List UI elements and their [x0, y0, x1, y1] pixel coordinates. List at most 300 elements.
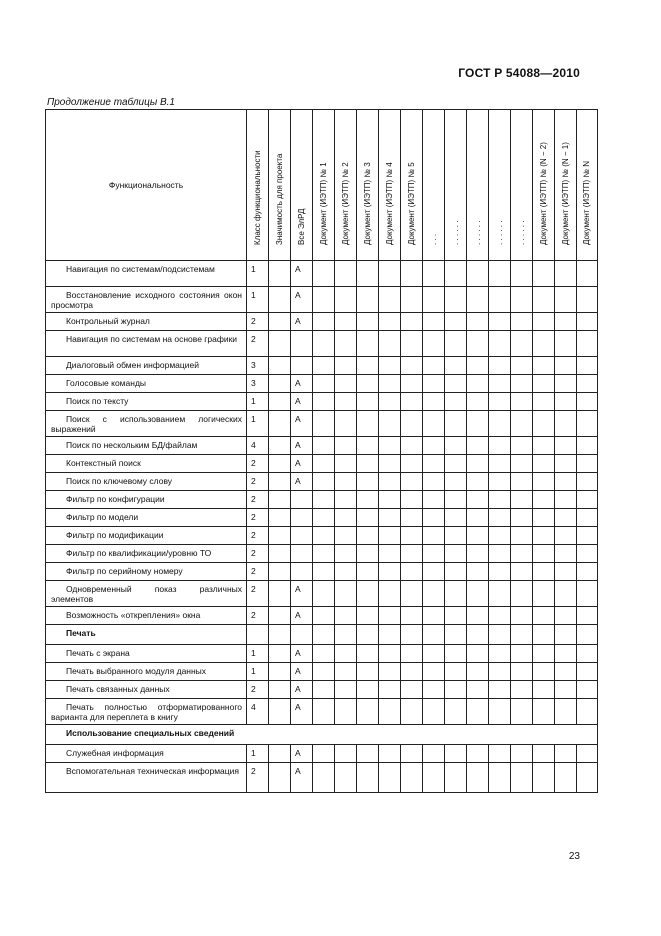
- document-cell: [445, 393, 467, 411]
- significance-cell: [269, 581, 291, 607]
- document-cell: [401, 437, 423, 455]
- header-col: [489, 110, 511, 261]
- document-cell: [313, 625, 335, 645]
- significance-cell: [269, 261, 291, 287]
- significance-cell: [269, 763, 291, 793]
- all-docs-cell: А: [291, 581, 313, 607]
- document-cell: [357, 545, 379, 563]
- table-row: [46, 437, 598, 455]
- document-cell: [511, 645, 533, 663]
- function-name: [46, 763, 247, 793]
- table-row: [46, 313, 598, 331]
- document-cell: [313, 527, 335, 545]
- document-cell: [423, 313, 445, 331]
- document-cell: [533, 607, 555, 625]
- document-cell: [313, 287, 335, 313]
- header-label: . . . . . .: [472, 220, 482, 245]
- significance-cell: [269, 699, 291, 725]
- document-cell: [423, 681, 445, 699]
- document-cell: [577, 331, 598, 357]
- document-cell: [467, 663, 489, 681]
- class-cell: 2: [247, 545, 269, 563]
- document-cell: [357, 509, 379, 527]
- document-cell: [511, 437, 533, 455]
- document-cell: [577, 607, 598, 625]
- document-cell: [445, 645, 467, 663]
- document-cell: [335, 625, 357, 645]
- header-label: . . . . . .: [450, 220, 460, 245]
- function-name: [46, 681, 247, 699]
- document-cell: [357, 745, 379, 763]
- class-cell: 3: [247, 375, 269, 393]
- table-row: [46, 375, 598, 393]
- document-cell: [489, 261, 511, 287]
- all-docs-cell: А: [291, 763, 313, 793]
- class-cell: 2: [247, 563, 269, 581]
- document-cell: [313, 491, 335, 509]
- document-cell: [467, 473, 489, 491]
- all-docs-cell: [291, 509, 313, 527]
- significance-cell: [269, 563, 291, 581]
- document-cell: [467, 745, 489, 763]
- table-row: [46, 699, 598, 725]
- document-cell: [577, 491, 598, 509]
- document-cell: [313, 607, 335, 625]
- document-cell: [335, 509, 357, 527]
- document-cell: [533, 393, 555, 411]
- document-cell: [423, 393, 445, 411]
- document-cell: [423, 645, 445, 663]
- document-cell: [401, 545, 423, 563]
- function-label: Печать с экрана: [66, 648, 130, 658]
- class-cell: 2: [247, 491, 269, 509]
- document-cell: [335, 527, 357, 545]
- document-cell: [467, 699, 489, 725]
- document-cell: [533, 491, 555, 509]
- document-cell: [533, 527, 555, 545]
- significance-cell: [269, 473, 291, 491]
- document-cell: [313, 357, 335, 375]
- table-row: [46, 473, 598, 491]
- document-cell: [511, 681, 533, 699]
- function-name: [46, 607, 247, 625]
- document-cell: [489, 645, 511, 663]
- document-cell: [555, 313, 577, 331]
- document-cell: [401, 581, 423, 607]
- header-label: Документ (ИЭТП) № 5: [406, 162, 416, 245]
- document-cell: [533, 645, 555, 663]
- significance-cell: [269, 681, 291, 699]
- all-docs-cell: [291, 527, 313, 545]
- document-cell: [357, 763, 379, 793]
- document-cell: [533, 287, 555, 313]
- document-cell: [401, 313, 423, 331]
- document-cell: [577, 625, 598, 645]
- document-cell: [577, 473, 598, 491]
- document-cell: [511, 375, 533, 393]
- document-cell: [445, 663, 467, 681]
- document-cell: [511, 625, 533, 645]
- document-cell: [313, 645, 335, 663]
- document-cell: [511, 287, 533, 313]
- function-label: Поиск по ключевому слову: [66, 476, 173, 486]
- document-cell: [445, 357, 467, 375]
- document-cell: [489, 509, 511, 527]
- document-cell: [577, 357, 598, 375]
- document-cell: [555, 411, 577, 437]
- all-docs-cell: А: [291, 607, 313, 625]
- document-cell: [511, 563, 533, 581]
- all-docs-cell: А: [291, 681, 313, 699]
- class-cell: 2: [247, 473, 269, 491]
- document-cell: [467, 509, 489, 527]
- function-label: Служебная информация: [66, 748, 164, 758]
- document-cell: [533, 563, 555, 581]
- table-row: [46, 681, 598, 699]
- document-cell: [533, 699, 555, 725]
- document-cell: [335, 563, 357, 581]
- document-cell: [401, 681, 423, 699]
- document-cell: [401, 645, 423, 663]
- document-cell: [555, 509, 577, 527]
- function-name: [46, 491, 247, 509]
- document-cell: [401, 509, 423, 527]
- document-cell: [445, 581, 467, 607]
- document-cell: [467, 545, 489, 563]
- document-cell: [533, 763, 555, 793]
- function-label: Печать полностью отформатированного варианта для переплета в книгу: [51, 702, 242, 722]
- document-cell: [555, 331, 577, 357]
- header-label: Документ (ИЭТП) № 3: [362, 162, 372, 245]
- document-cell: [533, 437, 555, 455]
- document-cell: [357, 411, 379, 437]
- section-title: [46, 625, 247, 645]
- function-name: [46, 663, 247, 681]
- class-cell: 1: [247, 411, 269, 437]
- class-cell: 4: [247, 437, 269, 455]
- header-col: [423, 110, 445, 261]
- function-label: Голосовые команды: [66, 378, 147, 388]
- document-cell: [335, 411, 357, 437]
- document-cell: [577, 645, 598, 663]
- document-cell: [335, 375, 357, 393]
- document-cell: [291, 625, 313, 645]
- document-cell: [555, 473, 577, 491]
- significance-cell: [269, 411, 291, 437]
- document-cell: [335, 473, 357, 491]
- document-cell: [313, 509, 335, 527]
- header-col: [269, 110, 291, 261]
- document-cell: [577, 437, 598, 455]
- document-cell: [423, 509, 445, 527]
- document-cell: [511, 393, 533, 411]
- document-cell: [467, 411, 489, 437]
- document-cell: [445, 745, 467, 763]
- document-cell: [335, 745, 357, 763]
- document-cell: [401, 663, 423, 681]
- document-cell: [357, 645, 379, 663]
- document-cell: [555, 491, 577, 509]
- function-name: [46, 287, 247, 313]
- document-cell: [489, 455, 511, 473]
- document-cell: [577, 527, 598, 545]
- document-cell: [511, 455, 533, 473]
- document-cell: [379, 313, 401, 331]
- document-cell: [445, 545, 467, 563]
- function-label: Печать выбранного модуля данных: [66, 666, 207, 676]
- function-label: Контекстный поиск: [66, 458, 141, 468]
- document-cell: [335, 313, 357, 331]
- table-row: [46, 331, 598, 357]
- document-cell: [423, 455, 445, 473]
- table-row: [46, 357, 598, 375]
- document-cell: [379, 699, 401, 725]
- document-cell: [533, 625, 555, 645]
- document-cell: [423, 607, 445, 625]
- document-cell: [357, 313, 379, 331]
- document-cell: [511, 261, 533, 287]
- document-cell: [357, 563, 379, 581]
- function-label: Восстановление исходного состояния окон просмотра: [51, 290, 242, 310]
- document-cell: [379, 681, 401, 699]
- header-col: [379, 110, 401, 261]
- document-cell: [467, 527, 489, 545]
- table-row: [46, 581, 598, 607]
- document-cell: [401, 393, 423, 411]
- document-cell: [577, 411, 598, 437]
- significance-cell: [269, 491, 291, 509]
- document-cell: [577, 681, 598, 699]
- document-cell: [335, 645, 357, 663]
- document-cell: [445, 331, 467, 357]
- significance-cell: [269, 375, 291, 393]
- document-cell: [511, 331, 533, 357]
- document-cell: [555, 581, 577, 607]
- header-label: . . . . . .: [494, 220, 504, 245]
- header-label: . . .: [428, 233, 438, 245]
- document-cell: [357, 625, 379, 645]
- header-col: [445, 110, 467, 261]
- document-cell: [357, 581, 379, 607]
- header-label: Документ (ИЭТП) № 1: [318, 162, 328, 245]
- header-label: Документ (ИЭТП) № N: [582, 161, 591, 245]
- document-cell: [533, 473, 555, 491]
- document-cell: [489, 699, 511, 725]
- document-cell: [555, 745, 577, 763]
- table-row: [46, 607, 598, 625]
- document-cell: [357, 527, 379, 545]
- document-cell: [533, 509, 555, 527]
- significance-cell: [269, 393, 291, 411]
- document-cell: [401, 745, 423, 763]
- significance-cell: [269, 745, 291, 763]
- document-cell: [555, 625, 577, 645]
- class-cell: 2: [247, 681, 269, 699]
- header-label: Значимость для проекта: [274, 153, 284, 245]
- document-cell: [335, 491, 357, 509]
- document-cell: [489, 607, 511, 625]
- document-cell: [467, 607, 489, 625]
- function-name: [46, 699, 247, 725]
- document-cell: [313, 663, 335, 681]
- table-row: [46, 491, 598, 509]
- document-cell: [423, 357, 445, 375]
- significance-cell: [269, 607, 291, 625]
- table-row: [46, 663, 598, 681]
- all-docs-cell: [291, 545, 313, 563]
- document-cell: [489, 681, 511, 699]
- class-cell: 2: [247, 763, 269, 793]
- document-cell: [511, 313, 533, 331]
- table-row: [46, 745, 598, 763]
- section-row: [46, 625, 598, 645]
- function-label: Одновременный показ различных элементов: [51, 584, 242, 604]
- document-cell: [533, 313, 555, 331]
- document-cell: [423, 699, 445, 725]
- function-label: Печать: [66, 628, 96, 638]
- document-cell: [335, 393, 357, 411]
- document-cell: [335, 663, 357, 681]
- function-name: [46, 527, 247, 545]
- section-title: Использование специальных сведений: [46, 725, 598, 745]
- document-cell: [445, 375, 467, 393]
- document-cell: [533, 331, 555, 357]
- document-cell: [379, 645, 401, 663]
- document-cell: [555, 663, 577, 681]
- page-number: 23: [568, 851, 580, 862]
- document-cell: [445, 681, 467, 699]
- document-cell: [445, 455, 467, 473]
- document-cell: [511, 745, 533, 763]
- document-cell: [423, 331, 445, 357]
- document-cell: [423, 473, 445, 491]
- document-cell: [423, 663, 445, 681]
- document-cell: [489, 375, 511, 393]
- document-cell: [577, 313, 598, 331]
- significance-cell: [269, 455, 291, 473]
- document-cell: [445, 437, 467, 455]
- class-cell: 1: [247, 645, 269, 663]
- document-cell: [577, 581, 598, 607]
- document-cell: [533, 681, 555, 699]
- document-cell: [335, 699, 357, 725]
- document-cell: [489, 563, 511, 581]
- class-cell: 2: [247, 527, 269, 545]
- table-row: [46, 563, 598, 581]
- document-cell: [247, 625, 269, 645]
- all-docs-cell: [291, 331, 313, 357]
- document-cell: [489, 545, 511, 563]
- significance-cell: [269, 437, 291, 455]
- document-cell: [401, 699, 423, 725]
- document-cell: [467, 563, 489, 581]
- class-cell: 2: [247, 581, 269, 607]
- document-cell: [357, 607, 379, 625]
- class-cell: 2: [247, 509, 269, 527]
- function-name: [46, 357, 247, 375]
- functionality-table: [45, 109, 598, 793]
- document-cell: [489, 625, 511, 645]
- function-name: [46, 455, 247, 473]
- function-name: [46, 331, 247, 357]
- function-label: Фильтр по модификации: [66, 530, 164, 540]
- document-cell: [511, 473, 533, 491]
- document-cell: [357, 375, 379, 393]
- header-col: [247, 110, 269, 261]
- document-cell: [401, 261, 423, 287]
- all-docs-cell: А: [291, 313, 313, 331]
- document-cell: [357, 491, 379, 509]
- all-docs-cell: А: [291, 473, 313, 491]
- header-functionality: Функциональность: [46, 110, 247, 261]
- document-cell: [555, 645, 577, 663]
- document-cell: [401, 455, 423, 473]
- document-cell: [555, 681, 577, 699]
- document-cell: [357, 393, 379, 411]
- document-cell: [379, 455, 401, 473]
- document-cell: [423, 563, 445, 581]
- document-cell: [423, 745, 445, 763]
- function-label: Вспомогательная техническая информация: [66, 766, 240, 776]
- function-name: [46, 745, 247, 763]
- standard-code: ГОСТ Р 54088—2010: [458, 66, 580, 80]
- document-cell: [357, 663, 379, 681]
- document-cell: [511, 527, 533, 545]
- document-cell: [313, 393, 335, 411]
- table-caption: Продолжение таблицы В.1: [47, 97, 175, 108]
- document-cell: [401, 491, 423, 509]
- document-cell: [379, 663, 401, 681]
- document-cell: [445, 261, 467, 287]
- document-cell: [379, 527, 401, 545]
- document-cell: [577, 509, 598, 527]
- class-cell: 2: [247, 331, 269, 357]
- document-cell: [357, 681, 379, 699]
- document-cell: [423, 287, 445, 313]
- document-cell: [269, 625, 291, 645]
- function-label: Фильтр по серийному номеру: [66, 566, 183, 576]
- document-cell: [335, 681, 357, 699]
- header-label: Класс функциональности: [252, 150, 262, 245]
- function-name: [46, 563, 247, 581]
- table-row: [46, 455, 598, 473]
- document-cell: [555, 393, 577, 411]
- function-name: [46, 437, 247, 455]
- document-cell: [423, 411, 445, 437]
- document-cell: [357, 473, 379, 491]
- table-row: [46, 763, 598, 793]
- table-row: [46, 287, 598, 313]
- document-cell: [577, 745, 598, 763]
- document-cell: [313, 331, 335, 357]
- document-cell: [335, 437, 357, 455]
- document-cell: [379, 357, 401, 375]
- document-cell: [379, 509, 401, 527]
- document-cell: [401, 411, 423, 437]
- document-cell: [357, 455, 379, 473]
- class-cell: 1: [247, 663, 269, 681]
- document-cell: [401, 331, 423, 357]
- document-cell: [511, 509, 533, 527]
- document-cell: [533, 545, 555, 563]
- document-cell: [401, 527, 423, 545]
- document-cell: [445, 527, 467, 545]
- document-cell: [489, 745, 511, 763]
- document-cell: [357, 699, 379, 725]
- table-row: [46, 527, 598, 545]
- document-cell: [445, 763, 467, 793]
- document-cell: [313, 313, 335, 331]
